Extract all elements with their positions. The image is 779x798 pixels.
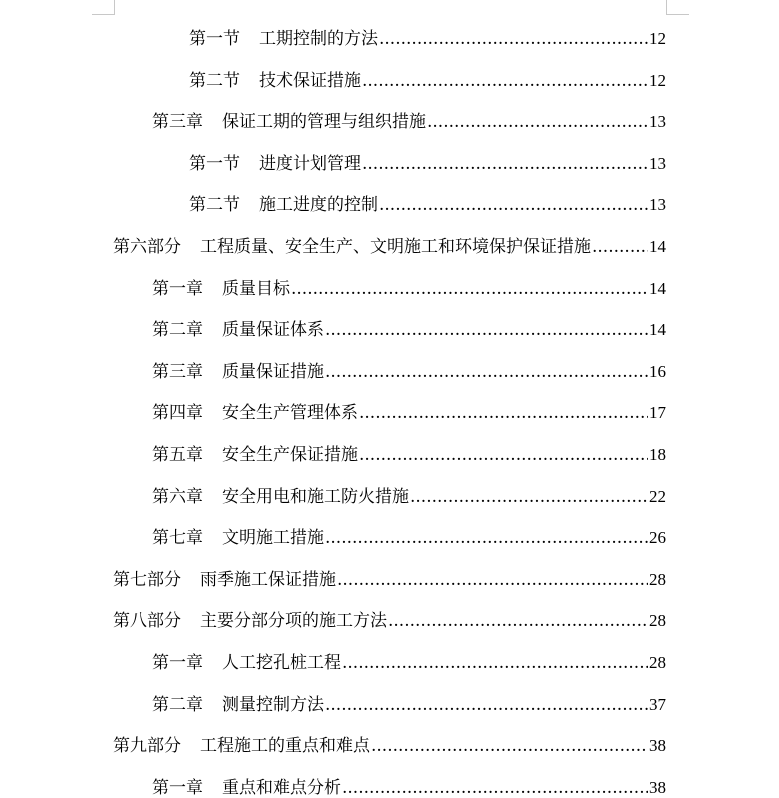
toc-entry-page-number: 14 [649, 320, 666, 340]
toc-entry-title: 安全用电和施工防火措施 [222, 486, 409, 507]
toc-entry-title: 质量保证措施 [222, 361, 324, 382]
toc-entry-number: 第一章 [152, 278, 203, 299]
toc-entry-number: 第三章 [152, 361, 203, 382]
toc-leader-dots [325, 528, 648, 548]
toc-entry-number: 第一章 [152, 777, 203, 798]
toc-leader-dots [427, 112, 648, 132]
toc-entry-page-number: 13 [649, 153, 666, 173]
toc-leader-dots [325, 362, 648, 382]
toc-entry-title: 主要分部分项的施工方法 [200, 611, 387, 632]
toc-entry-number: 第一节 [189, 153, 240, 174]
toc-leader-dots [337, 570, 648, 590]
toc-entry-page-number: 37 [649, 694, 666, 714]
toc-leader-dots [325, 695, 648, 715]
toc-entry[interactable] [152, 387, 666, 423]
toc-entry-page-number: 28 [649, 569, 666, 589]
toc-entry[interactable] [152, 429, 666, 465]
toc-entry-page-number: 14 [649, 237, 666, 256]
toc-leader-dots [342, 653, 648, 673]
toc-entry-number: 第九部分 [113, 736, 181, 757]
crop-mark-top-right [666, 0, 689, 15]
toc-leader-dots [410, 487, 648, 507]
toc-entry-number: 第二章 [152, 694, 203, 715]
toc-entry[interactable] [152, 471, 666, 507]
toc-entry-title: 文明施工措施 [222, 528, 324, 549]
toc-entry-title: 重点和难点分析 [222, 777, 341, 798]
toc-entry-number: 第二节 [189, 195, 240, 216]
toc-entry-number: 第三章 [152, 112, 203, 133]
toc-entry-title: 测量控制方法 [222, 694, 324, 715]
toc-entry-title: 质量保证体系 [222, 320, 324, 341]
toc-entry[interactable] [152, 304, 666, 340]
toc-entry-page-number: 16 [649, 361, 666, 381]
toc-leader-dots [362, 71, 648, 91]
toc-leader-dots [379, 195, 648, 215]
toc-entry-number: 第八部分 [113, 611, 181, 632]
toc-entry[interactable] [152, 346, 666, 382]
toc-entry-page-number: 28 [649, 611, 666, 631]
toc-entry-page-number: 22 [649, 486, 666, 506]
toc-entry[interactable] [189, 179, 666, 215]
toc-entry-title: 保证工期的管理与组织措施 [222, 112, 426, 133]
toc-entry-title: 工程质量、安全生产、文明施工和环境保护保证措施 [200, 237, 591, 257]
toc-entry[interactable] [189, 138, 666, 174]
toc-entry-number: 第二节 [189, 70, 240, 91]
toc-leader-dots [359, 445, 648, 465]
toc-leader-dots [362, 154, 648, 174]
toc-entry-title: 雨季施工保证措施 [200, 569, 336, 590]
toc-entry[interactable] [189, 13, 666, 49]
toc-entry-page-number: 13 [649, 195, 666, 215]
toc-leader-dots [291, 279, 648, 299]
toc-entry[interactable] [113, 595, 666, 631]
toc-entry[interactable] [189, 55, 666, 91]
toc-entry[interactable] [152, 96, 666, 132]
toc-leader-dots [325, 320, 648, 340]
toc-entry-number: 第七章 [152, 528, 203, 549]
toc-entry-number: 第五章 [152, 445, 203, 465]
toc-entry-page-number: 12 [649, 29, 666, 48]
toc-entry[interactable] [113, 554, 666, 590]
toc-entry-page-number: 18 [649, 445, 666, 464]
toc-entry-title: 安全生产保证措施 [222, 445, 358, 465]
toc-entry-title: 施工进度的控制 [259, 195, 378, 216]
toc-entry[interactable] [113, 221, 666, 257]
toc-entry-title: 工期控制的方法 [259, 29, 378, 49]
toc-entry-page-number: 17 [649, 403, 666, 423]
toc-entry-title: 质量目标 [222, 278, 290, 299]
toc-entry-page-number: 13 [649, 112, 666, 132]
toc-entry-number: 第六章 [152, 486, 203, 507]
toc-entry-page-number: 38 [649, 736, 666, 756]
toc-entry-page-number: 28 [649, 653, 666, 672]
toc-leader-dots [592, 237, 648, 257]
toc-entry-title: 技术保证措施 [259, 70, 361, 91]
toc-entry-title: 人工挖孔桩工程 [222, 653, 341, 673]
crop-mark-top-left [92, 0, 115, 15]
toc-entry-title: 工程施工的重点和难点 [200, 736, 370, 757]
toc-entry-number: 第一章 [152, 653, 203, 673]
toc-entry-page-number: 12 [649, 70, 666, 90]
toc-leader-dots [388, 611, 648, 631]
toc-entry-number: 第七部分 [113, 569, 181, 590]
toc-entry[interactable] [113, 720, 666, 756]
toc-entry-title: 安全生产管理体系 [222, 403, 358, 424]
toc-entry[interactable] [152, 637, 666, 673]
toc-entry-number: 第二章 [152, 320, 203, 341]
toc-leader-dots [371, 736, 648, 756]
toc-entry-number: 第一节 [189, 29, 240, 49]
toc-entry[interactable] [152, 263, 666, 299]
toc-entry-page-number: 26 [649, 528, 666, 548]
toc-entry-number: 第六部分 [113, 237, 181, 257]
toc-entry-page-number: 38 [649, 777, 666, 797]
toc-entry-title: 进度计划管理 [259, 153, 361, 174]
toc-leader-dots [379, 29, 648, 49]
toc-entry-number: 第四章 [152, 403, 203, 424]
toc-entry-page-number: 14 [649, 278, 666, 298]
toc-entry[interactable] [152, 762, 666, 798]
toc-entry[interactable] [152, 679, 666, 715]
toc-entry[interactable] [152, 512, 666, 548]
toc-leader-dots [359, 403, 648, 423]
